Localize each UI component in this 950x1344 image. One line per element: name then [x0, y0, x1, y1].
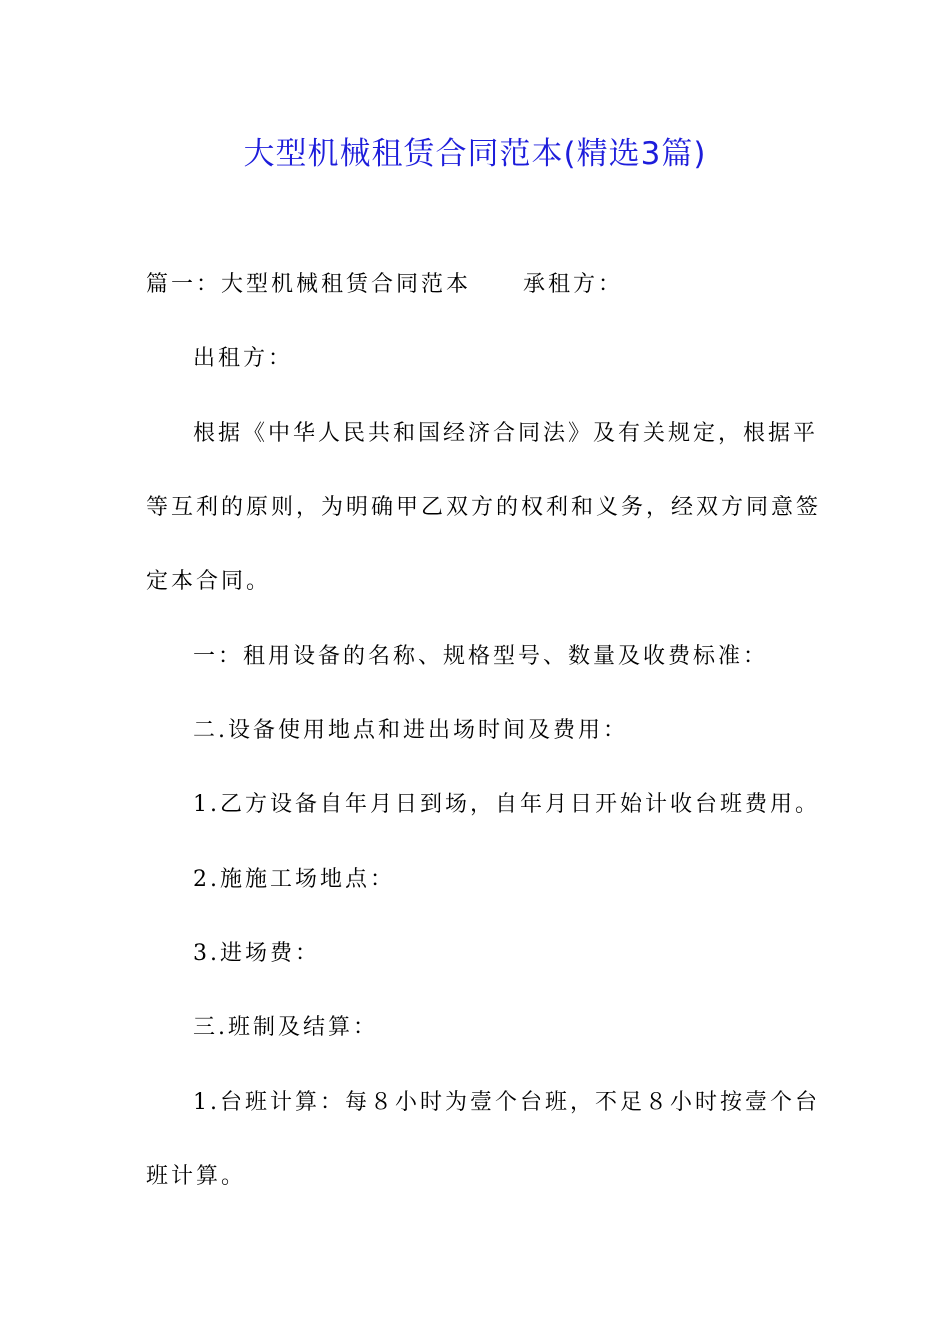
- list-item: 2.施施工场地点：: [193, 867, 395, 892]
- section-heading: 二.设备使用地点和进出场时间及费用：: [193, 718, 628, 743]
- paragraph-line: 等互利的原则，为明确甲乙双方的权利和义务，经双方同意签: [146, 495, 822, 520]
- paragraph-line: 定本合同。: [146, 569, 272, 594]
- document-title: 大型机械租赁合同范本(精选3篇): [243, 136, 707, 172]
- part-heading: 篇一：大型机械租赁合同范本: [146, 272, 472, 297]
- list-item: 1.台班计算：每８小时为壹个台班，不足８小时按壹个台: [193, 1090, 820, 1115]
- section-heading: 三.班制及结算：: [193, 1015, 378, 1040]
- list-item-continuation: 班计算。: [146, 1164, 247, 1189]
- list-item: 1.乙方设备自年月日到场，自年月日开始计收台班费用。: [193, 792, 820, 817]
- lessee-label: 承租方：: [523, 272, 624, 297]
- list-item: 3.进场费：: [193, 941, 320, 966]
- heading-line: [146, 267, 623, 303]
- section-heading: 一：租用设备的名称、规格型号、数量及收费标准：: [193, 644, 769, 669]
- paragraph-line: 根据《中华人民共和国经济合同法》及有关规定，根据平: [193, 421, 819, 446]
- lessor-label: 出租方：: [193, 346, 294, 371]
